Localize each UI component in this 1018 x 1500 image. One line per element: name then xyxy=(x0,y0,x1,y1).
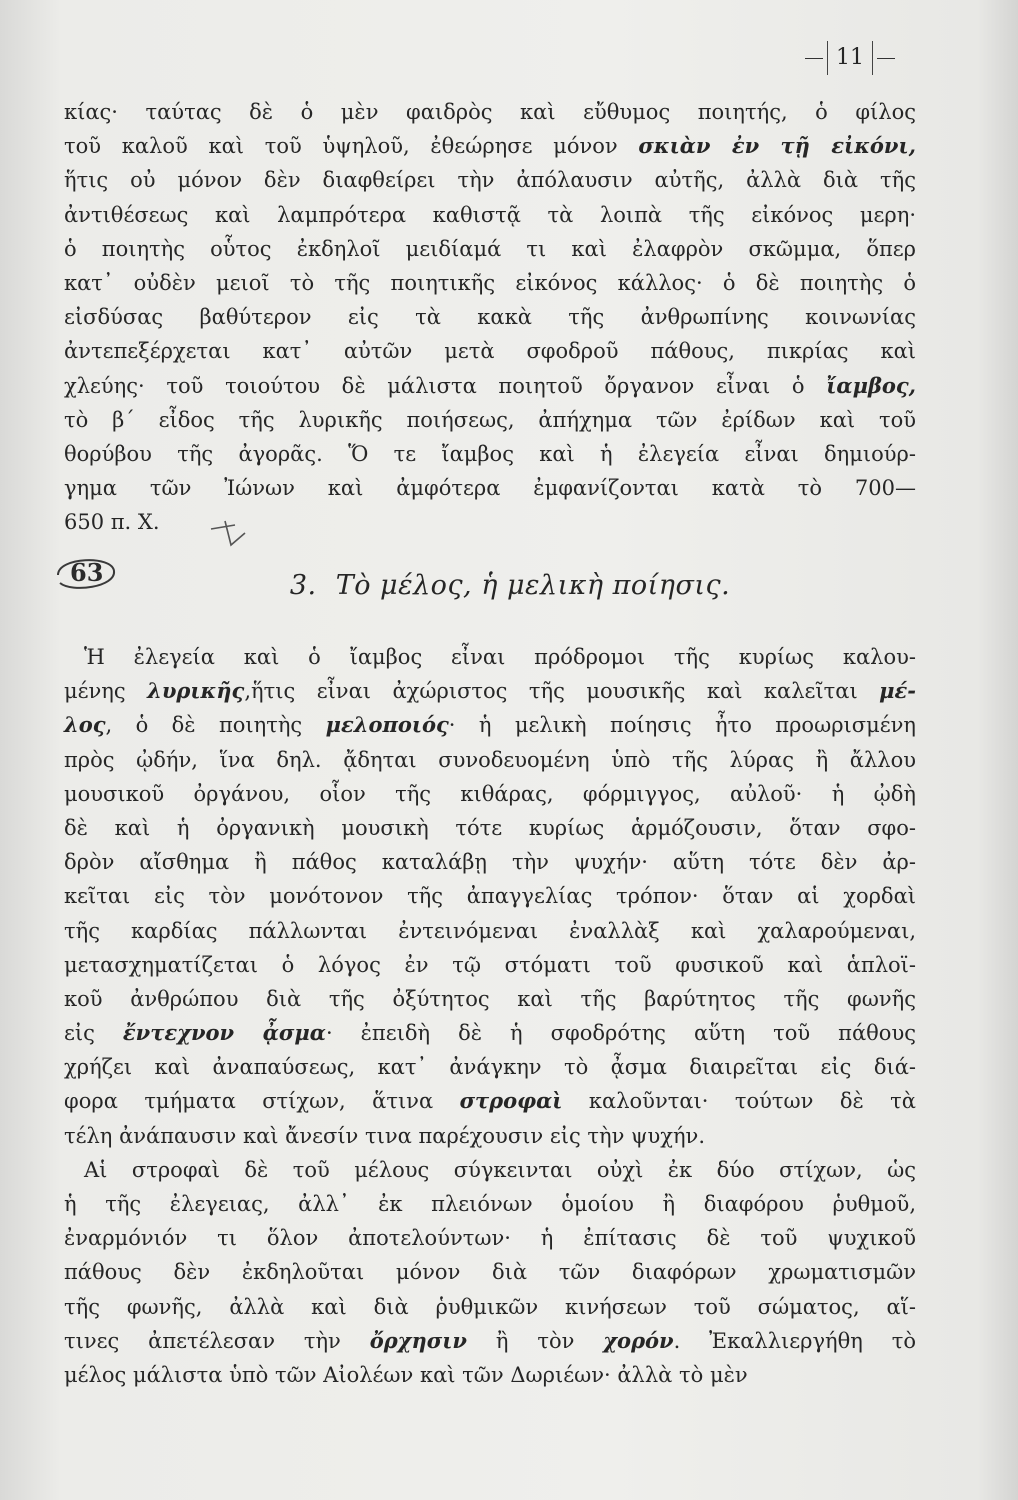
text-line xyxy=(64,1119,916,1153)
text-run: κοῦ ἀνθρώπου διὰ τῆς ὀξύτητος καὶ τῆς βαρύτητος τῆς φωνῆς xyxy=(64,986,916,1011)
page-number: 11 xyxy=(827,41,873,75)
text-run: ,ἥτις εἶναι ἀχώριστος τῆς μουσικῆς καὶ καλεῖται xyxy=(244,679,880,704)
text-run: τὸ β´ εἶδος τῆς λυρικῆς ποιήσεως, ἀπήχημα τῶν ἐρίδων καὶ τοῦ xyxy=(64,407,916,432)
text-line xyxy=(64,948,916,982)
text-run: . Ἐκαλλιεργήθη τὸ xyxy=(673,1328,916,1353)
text-line xyxy=(64,1358,916,1392)
text-line xyxy=(64,232,916,266)
text-run: μουσικοῦ ὀργάνου, οἷον τῆς κιθάρας, φόρμιγγος, αὐλοῦ· ἡ ᾠδὴ xyxy=(64,781,916,806)
text-run: ἡ τῆς ἐλεγειας, ἀλλ᾽ ἐκ πλειόνων ὁμοίου ἢ διαφόρου ῥυθμοῦ, xyxy=(64,1192,916,1216)
text-line xyxy=(64,1290,916,1324)
text-line xyxy=(64,640,916,674)
section-title: Τὸ μέλος, ἡ μελικὴ ποίησις. xyxy=(335,570,731,601)
text-run: μέλος μάλιστα ὑπὸ τῶν Αἰολέων καὶ τῶν Δωριέων· ἀλλὰ τὸ μὲν xyxy=(64,1362,748,1387)
text-run: πάθους δὲν ἐκδηλοῦται μόνον διὰ τῶν διαφόρων χρωματισμῶν xyxy=(64,1260,916,1285)
page-number-box xyxy=(800,40,900,76)
emphasized-term: στροφαὶ xyxy=(459,1088,563,1114)
margin-note-text: 63 xyxy=(70,558,104,587)
emphasized-term: ὄρχησιν xyxy=(369,1327,467,1353)
text-line xyxy=(64,1016,916,1050)
text-line xyxy=(64,300,916,334)
text-line xyxy=(64,914,916,948)
emphasized-term: ἔντεχνον ᾆσμα xyxy=(122,1020,326,1046)
emphasized-term: λος xyxy=(64,712,106,738)
pencil-mark-icon xyxy=(205,515,255,555)
text-run: φορα τμήματα στίχων, ἅτινα xyxy=(64,1089,460,1114)
text-run: χρήζει καὶ ἀναπαύσεως, κατ᾽ ἀνάγκην τὸ ᾆσμα διαιρεῖται εἰς διά- xyxy=(64,1055,916,1080)
text-line xyxy=(64,334,916,368)
text-run: μετασχηματίζεται ὁ λόγος ἐν τῷ στόματι τοῦ φυσικοῦ καὶ ἁπλοϊ- xyxy=(64,952,916,977)
text-run: κατ᾽ οὐδὲν μειοῖ τὸ τῆς ποιητικῆς εἰκόνος κάλλος· ὁ δὲ ποιητὴς ὁ xyxy=(64,270,916,295)
text-line xyxy=(64,437,916,471)
text-run: καλοῦνται· τούτων δὲ τὰ xyxy=(562,1089,916,1114)
text-line xyxy=(64,1153,916,1187)
text-run: , ὁ δὲ ποιητὴς xyxy=(105,713,326,738)
text-run: 650 π. Χ. xyxy=(64,510,160,535)
text-line xyxy=(64,471,916,505)
text-line xyxy=(64,163,916,197)
text-run: · ἐπειδὴ δὲ ἡ σφοδρότης αὕτη τοῦ πάθους xyxy=(325,1021,916,1046)
text-line xyxy=(64,1050,916,1084)
text-run: Αἱ στροφαὶ δὲ τοῦ μέλους σύγκεινται οὐχὶ ἐκ δύο στίχων, ὡς xyxy=(84,1157,916,1182)
text-line xyxy=(64,505,916,539)
emphasized-term: μέ- xyxy=(879,678,917,704)
text-run: γημα τῶν Ἰώνων καὶ ἀμφότερα ἐμφανίζονται κατὰ τὸ 700— xyxy=(64,476,916,501)
text-run: ἐναρμόνιόν τι ὅλον ἀποτελούντων· ἡ ἐπίτασις δὲ τοῦ ψυχικοῦ xyxy=(64,1226,916,1251)
page-number-dash-left xyxy=(805,58,823,59)
text-run: τῆς φωνῆς, ἀλλὰ καὶ διὰ ῥυθμικῶν κινήσεων τοῦ σώματος, αἵ- xyxy=(64,1294,916,1319)
text-run: ἥτις οὐ μόνον δὲν διαφθείρει τὴν ἀπόλαυσιν αὐτῆς, ἀλλὰ διὰ τῆς xyxy=(64,168,916,193)
text-run: ὁ ποιητὴς οὗτος ἐκδηλοῖ μειδίαμά τι καὶ ἐλαφρὸν σκῶμμα, ὅπερ xyxy=(64,236,916,261)
text-line xyxy=(64,369,916,403)
text-run: ἀντιθέσεως καὶ λαμπρότερα καθιστᾷ τὰ λοιπὰ τῆς εἰκόνος μερη· xyxy=(64,202,916,227)
text-line xyxy=(64,674,916,708)
text-run: χλεύης· τοῦ τοιούτου δὲ μάλιστα ποιητοῦ ὄργανον εἶναι ὁ xyxy=(64,373,827,398)
section-number: 3. xyxy=(289,570,317,601)
text-line xyxy=(64,879,916,913)
text-line xyxy=(64,403,916,437)
emphasized-term: σκιὰν ἐν τῇ εἰκόνι, xyxy=(638,133,916,159)
text-line xyxy=(64,845,916,879)
text-run: Ἡ ἐλεγεία καὶ ὁ ἴαμβος εἶναι πρόδρομοι τῆς κυρίως καλου- xyxy=(84,645,916,669)
text-run: τοῦ καλοῦ καὶ τοῦ ὑψηλοῦ, ἐθεώρησε μόνον xyxy=(64,134,639,159)
text-run: τῆς καρδίας πάλλωνται ἐντεινόμεναι ἐναλλὰξ καὶ χαλαρούμεναι, xyxy=(64,918,916,943)
text-line xyxy=(64,95,916,129)
text-line xyxy=(64,743,916,777)
text-run: εἰς xyxy=(64,1021,123,1046)
text-run: μένης xyxy=(64,679,148,704)
page-number-dash-right xyxy=(877,58,895,59)
text-line xyxy=(64,266,916,300)
text-line xyxy=(64,1187,916,1221)
text-line xyxy=(64,777,916,811)
text-line xyxy=(64,982,916,1016)
text-line xyxy=(64,129,916,163)
handwritten-margin-number xyxy=(52,545,122,600)
text-run: · ἡ μελικὴ ποίησις ἦτο προωρισμένη xyxy=(448,713,916,738)
paragraph-2-3 xyxy=(64,640,916,1392)
text-run: κεῖται εἰς τὸν μονότονον τῆς ἀπαγγελίας τρόπον· ὅταν αἱ χορδαὶ xyxy=(64,884,916,909)
text-run: ἢ τὸν xyxy=(466,1328,604,1353)
emphasized-term: μελοποιός xyxy=(325,712,449,738)
emphasized-term: λυρικῆς xyxy=(147,678,245,704)
text-line xyxy=(64,1084,916,1118)
emphasized-term: ἴαμβος, xyxy=(826,372,916,398)
section-heading xyxy=(180,570,840,601)
text-run: τέλη ἀνάπαυσιν καὶ ἄνεσίν τινα παρέχουσιν εἰς τὴν ψυχήν. xyxy=(64,1123,706,1148)
text-run: ἀντεπεξέρχεται κατ᾽ αὐτῶν μετὰ σφοδροῦ πάθους, πικρίας καὶ xyxy=(64,339,916,364)
paragraph-1 xyxy=(64,95,916,539)
text-line xyxy=(64,811,916,845)
text-run: κίας· ταύτας δὲ ὁ μὲν φαιδρὸς καὶ εὔθυμος ποιητής, ὁ φίλος xyxy=(64,100,916,124)
text-line xyxy=(64,198,916,232)
text-run: θορύβου τῆς ἀγορᾶς. Ὅ τε ἴαμβος καὶ ἡ ἐλεγεία εἶναι δημιούρ- xyxy=(64,441,916,466)
text-run: πρὸς ᾠδήν, ἵνα δηλ. ᾄδηται συνοδευομένη ὑπὸ τῆς λύρας ἢ ἄλλου xyxy=(64,747,916,772)
text-line xyxy=(64,1324,916,1358)
text-line xyxy=(64,1221,916,1255)
text-run: δρὸν αἴσθημα ἢ πάθος καταλάβῃ τὴν ψυχήν· αὕτη τότε δὲν ἀρ- xyxy=(64,850,916,875)
emphasized-term: χορόν xyxy=(603,1327,674,1353)
text-line xyxy=(64,1255,916,1289)
text-line xyxy=(64,708,916,742)
text-run: τινες ἀπετέλεσαν τὴν xyxy=(64,1328,370,1353)
text-run: εἰσδύσας βαθύτερον εἰς τὰ κακὰ τῆς ἀνθρωπίνης κοινωνίας xyxy=(64,305,916,330)
text-run: δὲ καὶ ἡ ὀργανικὴ μουσικὴ τότε κυρίως ἁρμόζουσιν, ὅταν σφο- xyxy=(64,815,916,840)
